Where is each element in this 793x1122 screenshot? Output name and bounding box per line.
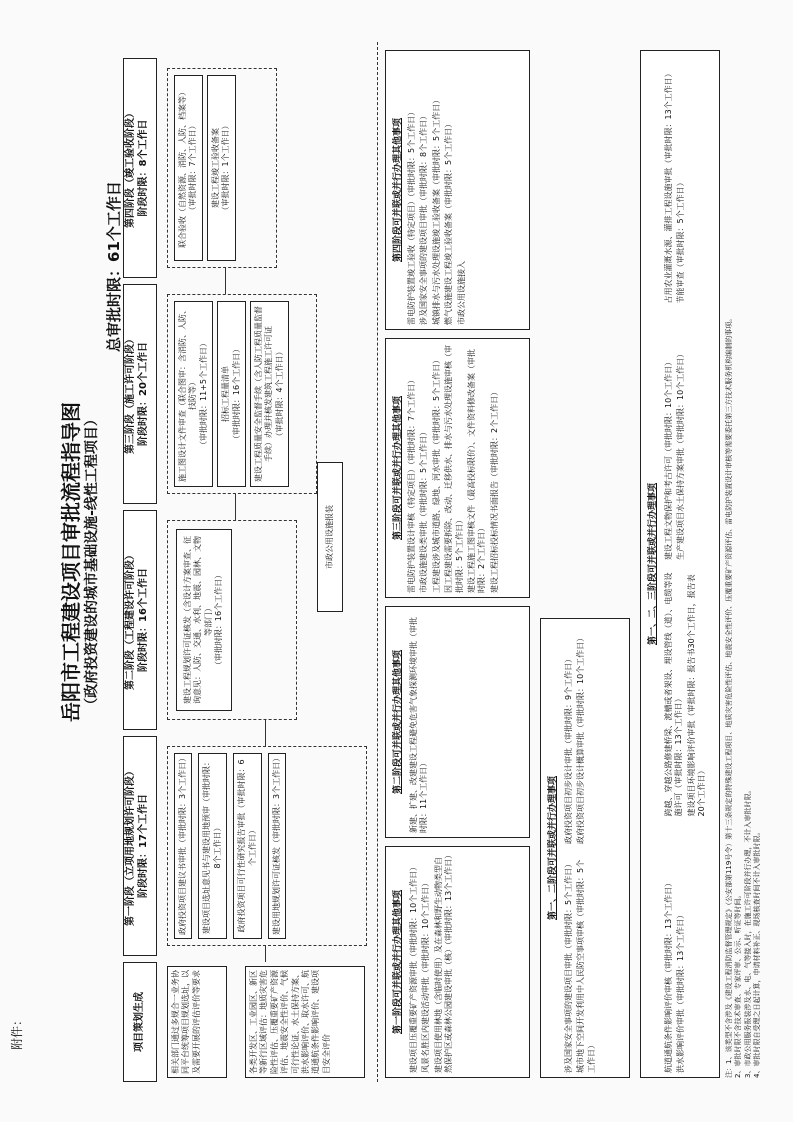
section-f-item: 洪水影响评价审批（审批时限：13个工作日） bbox=[676, 910, 686, 1073]
stage-2-time: 阶段时限：16个工作日 bbox=[138, 568, 149, 672]
stage-3-label: 第三阶段（施工许可阶段） bbox=[125, 334, 136, 454]
connector bbox=[235, 494, 236, 520]
section-a bbox=[385, 846, 530, 1078]
stage-2-label: 第二阶段（工程建设许可阶段） bbox=[125, 550, 136, 690]
section-d-item: 燃气设施建设工程竣工验收备案（审批时限：5个工作日） bbox=[444, 119, 454, 325]
stage-2-time-text: （审批时限：16个工作日） bbox=[214, 570, 224, 670]
section-d-item: 雷电防护装置竣工验收（特定项目）（审批时限：5个工作日） bbox=[407, 107, 416, 325]
section-f-list bbox=[664, 55, 710, 1073]
section-c-item: 建设工程施工图审核文件（最高投标限价）、文件资料修改备案（审批时限：2个工作日） bbox=[466, 349, 487, 593]
section-f-item: 跨越、穿越公路修建桥梁、渡槽或者架设、埋设管线（道）、电缆等设施许可（审批时限：13个工作日） bbox=[664, 572, 684, 817]
section-c-item: 雷电防护装置设计审核（特定项目）（审批时限：7个工作日） bbox=[407, 375, 416, 593]
section-f bbox=[640, 50, 720, 1078]
section-f-item: 建设工程文物保护和考古许可（审批时限：10个工作日） bbox=[664, 357, 673, 560]
section-f-item: 生产建设项目水土保持方案审批（审批时限：10个工作日） bbox=[676, 349, 686, 560]
stage-4-time: 阶段时限：8个工作日 bbox=[138, 119, 149, 217]
section-d-heading: 第四阶段可并联或并行办理其他事项 bbox=[393, 118, 403, 263]
stage-4-header bbox=[123, 58, 157, 278]
stage-4-item: 联合验收（自然资源、消防、人防、档案等） bbox=[178, 88, 187, 248]
stage-3-time-text: （审批时限：11+5个工作日） bbox=[198, 339, 208, 449]
section-d-item: 城镇排水与污水处理设施竣工验收备案（审批时限：5个工作日） bbox=[431, 95, 441, 325]
section-b-item: 新建、扩建、改建建设工程避免危害气象探测环境审批（审批时限：11个工作日） bbox=[409, 617, 429, 833]
stage-3-box-3 bbox=[250, 301, 289, 487]
subtitle: （政府投资建设的城市基础设施-线性工程项目） bbox=[84, 412, 100, 712]
stage-2-box bbox=[176, 529, 232, 711]
stage-3-content bbox=[167, 294, 317, 494]
stage-0-header bbox=[123, 962, 157, 1082]
connector bbox=[265, 946, 266, 962]
section-e-heading: 第一、二阶段可并联或并行办理事项 bbox=[548, 776, 558, 921]
section-e-item: 城市地下空间开发利用中人民防空事项审核（审批时限：5个工作日） bbox=[576, 859, 596, 1073]
stage-0-box-2: 各类开发区、工业园区、新区等新行区域评估：地质灾害危险性评估、压覆重要矿产资源评估、地震安全性评价、气候可行性论证、水土保持方案、洪水影响评价、取水许可、航道通航条件影响评价、建设项目安全评价 bbox=[245, 966, 365, 1078]
stage-1-item: 政府投资项目可行性研究报告审批（审批时限：6个工作日） bbox=[233, 753, 262, 939]
section-e-item: 涉及国家安全事项的建设项目审批（审批时限：5个工作日） bbox=[564, 859, 573, 1073]
note-line: 3、市政公用服务报装涉及水、电、气等接入时，在施工许可阶段并行办理，不计入审批时限。 bbox=[743, 786, 752, 1078]
stage-1-header bbox=[123, 736, 157, 956]
main-title: 岳阳市工程建设项目审批流程指导图 bbox=[59, 402, 83, 722]
stage-1-label: 第一阶段（立项用地规划许可阶段） bbox=[125, 766, 136, 926]
section-f-item: 节能审查（审批时限：5个工作日） bbox=[676, 178, 686, 304]
section-d bbox=[385, 50, 530, 330]
section-d-item: 市政公用设施接入 bbox=[456, 261, 466, 325]
stage-4-time-text: （审批时限：1个工作日） bbox=[221, 121, 231, 215]
section-e-list bbox=[564, 623, 599, 1073]
stage-3-box-1 bbox=[174, 301, 213, 487]
stage-3-item: 建设工程质量安全监督手续（含人防工程质量监督手续）办理并核发建筑工程施工许可证 bbox=[253, 306, 274, 482]
stage-4-label: 第四阶段（竣工验收阶段） bbox=[125, 108, 136, 228]
section-c-item: 市政设施建设类审批（审批时限：5个工作日） bbox=[419, 427, 429, 593]
section-f-item: 建设项目环境影响评价审批（审批时限：报告书30个工作日，报告表20个工作日） bbox=[686, 574, 707, 817]
stage-1-item: 建设用地规划许可证核发（审批时限：3个工作日） bbox=[268, 753, 286, 939]
utility-box: 市政公用设施报装 bbox=[317, 462, 343, 612]
stage-0-label: 项目策划生成 bbox=[134, 992, 145, 1052]
section-e bbox=[540, 618, 630, 1078]
section-d-item: 涉及国家安全事项的建设项目审批（审批时限：8个工作日） bbox=[419, 111, 429, 325]
section-c-heading: 第三阶段可并联或并行办理其他事项 bbox=[393, 396, 403, 541]
section-c bbox=[385, 338, 530, 598]
section-c-item: 因工程建设需要拆除、改动、迁移供水、排水与污水处理设施审核（审批时限：5个工作日） bbox=[444, 345, 464, 593]
stage-4-box-2 bbox=[207, 75, 236, 261]
section-f-item: 占用农业灌溉水源、灌排工程设施审批（审批时限：13个工作日） bbox=[664, 69, 673, 304]
section-f-heading: 第一、二、三阶段可并联或并行办理事项 bbox=[648, 483, 658, 646]
stage-3-header bbox=[123, 284, 157, 504]
stage-3-item: 招标工程量清单 bbox=[221, 366, 231, 422]
stage-0-box-1: 相关部门通过多规合一业务协同平台统筹项目规划选址，以及需要开展的评估评价等要求 bbox=[167, 966, 227, 1078]
section-a-item: 建设项目压覆重要矿产资源审批（审批时限：10个工作日） bbox=[409, 862, 418, 1073]
flowchart bbox=[55, 42, 770, 1082]
note-line: 4、审批时限自受理之日起计算，申请材料补正、现场核查时间不计入审批时限。 bbox=[753, 828, 762, 1078]
connector bbox=[265, 720, 266, 746]
stage-1-content bbox=[167, 746, 367, 946]
section-e-item: 政府投资项目初步设计概算审批（审批时限：10个工作日） bbox=[576, 633, 586, 844]
stage-3-box-2 bbox=[217, 301, 246, 487]
section-c-item: 工程建设涉及城市道路、绿地、河水审批（审批时限：5个工作日） bbox=[431, 355, 441, 593]
section-b-heading: 第二阶段可并联或并行办理其他事项 bbox=[393, 650, 403, 795]
stage-2-item: 建设工程规划许可证核发（含设计方案审查、征询意见：人防、交通、水利、地震、园林、文物等部门） bbox=[183, 536, 213, 704]
stage-4-item: 建设工程竣工验收备案 bbox=[210, 128, 220, 208]
stage-2-header bbox=[123, 510, 157, 730]
section-b bbox=[385, 606, 530, 838]
attachment-label: 附件： bbox=[10, 1013, 24, 1050]
section-a-item: 建设项目使用林地（含临时使用）及在森林和野生动物类型自然保护区或森林公园建设审批（核）（审批时限：13个工作日） bbox=[433, 850, 454, 1073]
section-f-item: 航道通航条件影响评价审核（审批时限：13个工作日） bbox=[664, 878, 673, 1073]
section-a-item: 风景名胜区内建设活动审批（审批时限：10个工作日） bbox=[421, 878, 431, 1073]
stage-1-item: 政府投资项目建议书审批（审批时限：3个工作日） bbox=[174, 753, 192, 939]
stage-3-item: 施工图设计文件审查（联合图审：含消防、人防、技防等） bbox=[178, 306, 198, 482]
stage-2-content bbox=[167, 520, 297, 720]
note-line: 2、审批时限不含技术审查、专家评审、公示、听证等时间。 bbox=[734, 891, 743, 1078]
separator bbox=[377, 42, 378, 1082]
section-a-heading: 第一阶段可并联或并行办理其他事项 bbox=[393, 890, 403, 1035]
section-c-item: 建设工程招标投标情况书面报告（审批时限：2个工作日） bbox=[489, 387, 499, 593]
notes bbox=[725, 50, 763, 1078]
stage-4-box-1 bbox=[174, 75, 203, 261]
total-time: 总审批时限：61个工作日 bbox=[105, 181, 123, 352]
stage-3-time-text: （审批时限：16个工作日） bbox=[231, 344, 241, 444]
note-line: 注：1、该类型不含涉及《建设工程消防监督管理规定》（公安部第119号令）第十三条规定的特殊建设工程项目、地质灾害危险性评估、地震安全性评价、压覆重要矿产资源评估、雷电防护装置设计审核等需要委托第三方技术服务机构编制的事项。 bbox=[725, 314, 733, 1078]
section-e-item: 政府投资项目初步设计审批（审批时限：9个工作日） bbox=[564, 654, 573, 844]
connector bbox=[225, 268, 226, 294]
stage-3-time: 阶段时限：20个工作日 bbox=[138, 342, 149, 446]
stage-3-time-text: （审批时限：4个工作日） bbox=[274, 347, 284, 441]
stage-1-item: 建设项目选址意见书与建设用地预审（审批时限：8个工作日） bbox=[198, 753, 227, 939]
stage-4-time-text: （审批时限：7个工作日） bbox=[188, 121, 198, 215]
stage-1-time: 阶段时限：17个工作日 bbox=[138, 794, 149, 898]
stage-4-content bbox=[167, 68, 277, 268]
